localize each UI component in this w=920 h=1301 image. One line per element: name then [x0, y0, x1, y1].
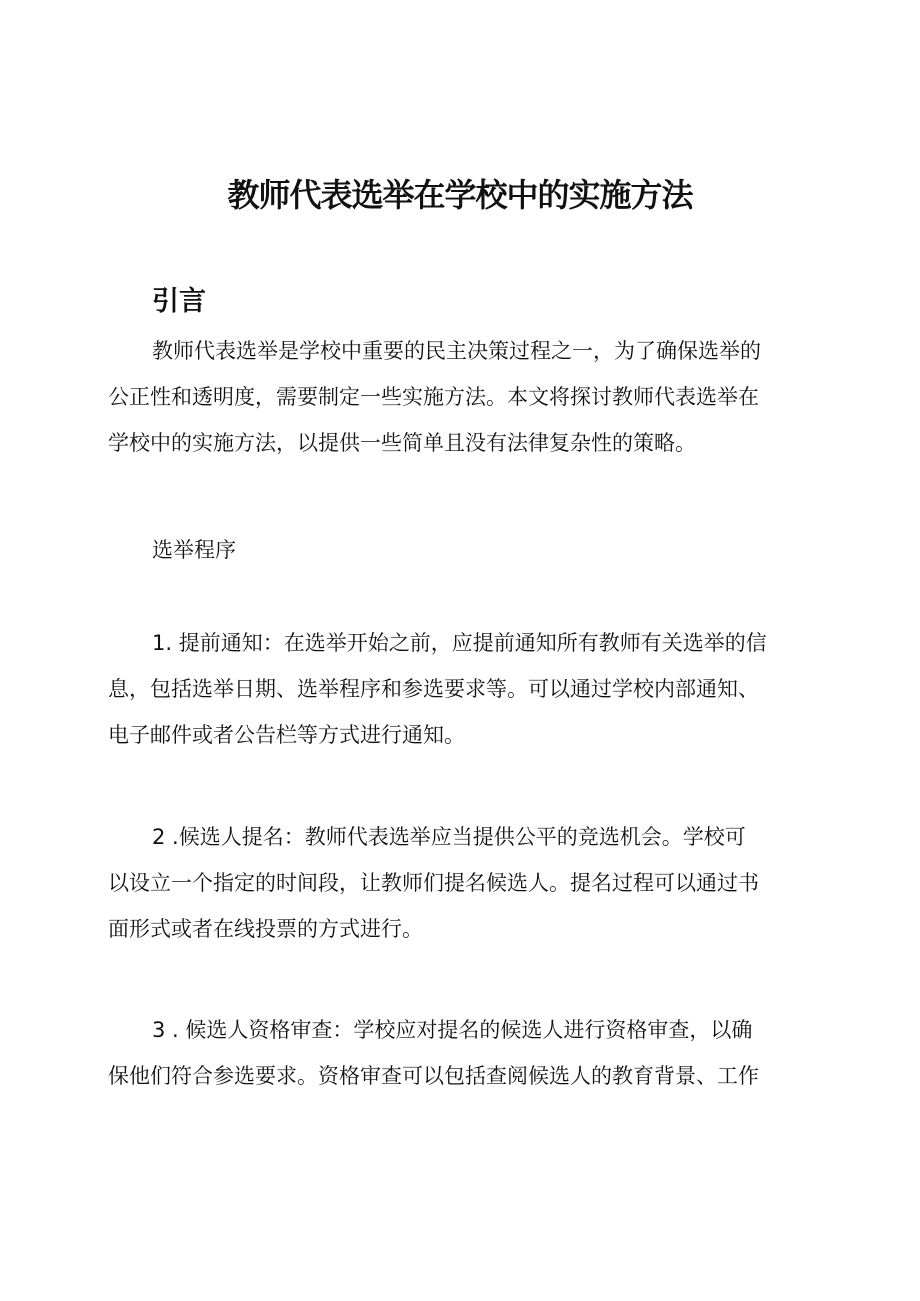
list-item-line: 电子邮件或者公告栏等方式进行通知。	[108, 723, 465, 747]
intro-line: 公正性和透明度，需要制定一些实施方法。本文将探讨教师代表选举在	[108, 385, 759, 409]
intro-line: 教师代表选举是学校中重要的民主决策过程之一，为了确保选举的	[152, 339, 761, 363]
list-item	[108, 1007, 833, 1099]
list-item-line: 息，包括选举日期、选举程序和参选要求等。可以通过学校内部通知、	[108, 677, 759, 701]
list-item-line: 2 .候选人提名：教师代表选举应当提供公平的竞选机会。学校可	[152, 825, 746, 849]
list-item-line: 1. 提前通知：在选举开始之前，应提前通知所有教师有关选举的信	[152, 631, 767, 655]
intro-line: 学校中的实施方法，以提供一些简单且没有法律复杂性的策略。	[108, 431, 696, 455]
document-title: 教师代表选举在学校中的实施方法	[227, 176, 693, 214]
list-item-line: 面形式或者在线投票的方式进行。	[108, 917, 423, 941]
list-item-line: 以设立一个指定的时间段，让教师们提名候选人。提名过程可以通过书	[108, 871, 759, 895]
list-item-line: 3 . 候选人资格审查：学校应对提名的候选人进行资格审查，以确	[152, 1018, 753, 1042]
intro-paragraph	[108, 328, 833, 466]
list-item	[108, 620, 833, 758]
intro-heading: 引言	[152, 286, 206, 317]
list-item-line: 保他们符合参选要求。资格审查可以包括查阅候选人的教育背景、工作	[108, 1064, 759, 1088]
section-label: 选举程序	[152, 538, 236, 562]
list-item	[108, 814, 833, 952]
